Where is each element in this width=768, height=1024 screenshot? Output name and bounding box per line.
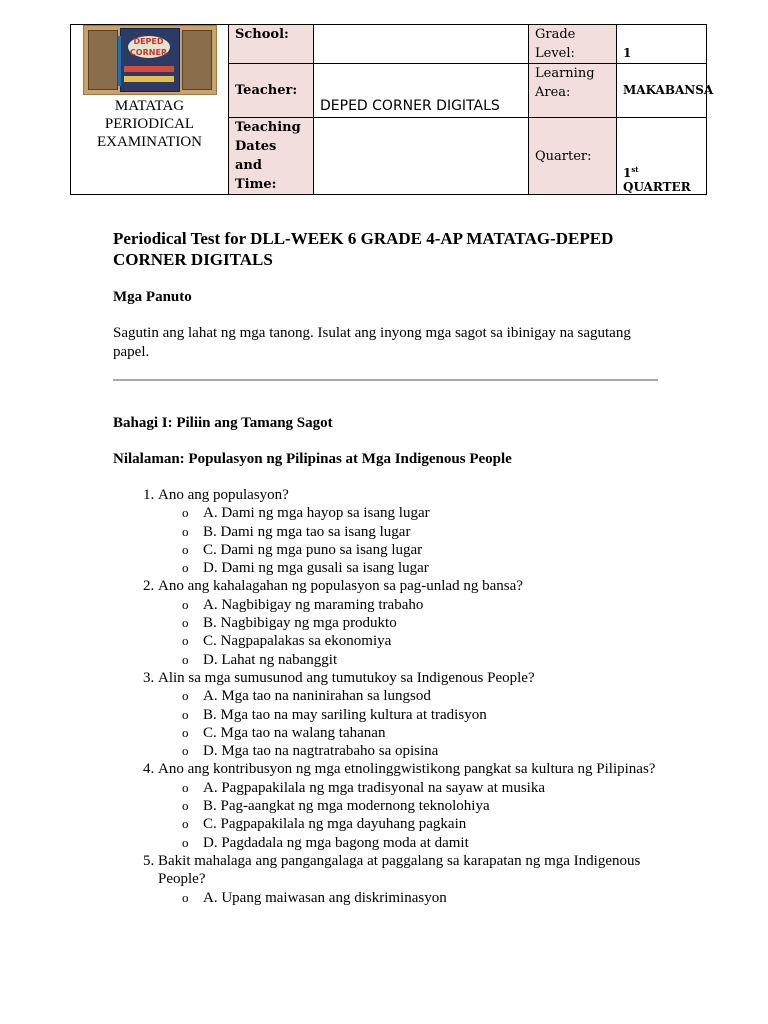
quarter-number: 1 xyxy=(623,166,632,180)
option-list xyxy=(158,687,658,760)
topic-heading: Nilalaman: Populasyon ng Pilipinas at Mga Indigenous People xyxy=(113,451,512,467)
question-text: Ano ang kahalagahan ng populasyon sa pag-unlad ng bansa? xyxy=(158,578,523,595)
option-item[interactable]: o A. Dami ng mga hayop sa isang lugar xyxy=(182,504,658,522)
option-item[interactable]: o D. Dami ng mga gusali sa isang lugar xyxy=(182,559,658,577)
teacher-label: Teacher: xyxy=(229,64,314,118)
question-item xyxy=(158,486,658,577)
document-body xyxy=(113,228,658,907)
logo-cell xyxy=(71,25,229,195)
instructions-heading: Mga Panuto xyxy=(113,289,192,305)
option-item[interactable]: o C. Dami ng mga puno sa isang lugar xyxy=(182,541,658,559)
teaching-dates-field[interactable] xyxy=(314,118,529,195)
question-text: Ano ang kontribusyon ng mga etnolinggwistikong pangkat sa kultura ng Pilipinas? xyxy=(158,761,656,778)
option-item[interactable]: o D. Mga tao na nagtratrabaho sa opisina xyxy=(182,742,658,760)
question-item xyxy=(158,760,658,851)
option-item[interactable]: o A. Mga tao na naninirahan sa lungsod xyxy=(182,687,658,705)
question-text: Alin sa mga sumusunod ang tumutukoy sa Indigenous People? xyxy=(158,669,535,686)
grade-level-value: 1 xyxy=(617,25,707,64)
learning-area-value: MAKABANSA xyxy=(617,64,707,118)
option-item[interactable]: o B. Dami ng mga tao sa isang lugar xyxy=(182,523,658,541)
question-text: Bakit mahalaga ang pangangalaga at paggalang sa karapatan ng mga Indigenous People? xyxy=(158,852,641,888)
teacher-field[interactable]: DEPED CORNER DIGITALS xyxy=(314,64,529,118)
header-table xyxy=(70,24,714,195)
school-label: School: xyxy=(229,25,314,64)
question-item xyxy=(158,852,658,907)
option-item[interactable]: o B. Nagbibigay ng mga produkto xyxy=(182,614,658,632)
logo-badge-text: DEPED CORNER xyxy=(128,36,170,58)
question-text: Ano ang populasyon? xyxy=(158,487,289,503)
school-field[interactable] xyxy=(314,25,529,64)
learning-area-label: Learning Area: xyxy=(529,64,617,118)
quarter-suffix: st xyxy=(631,165,639,174)
question-list xyxy=(113,486,658,907)
option-item[interactable]: o B. Pag-aangkat ng mga modernong teknolohiya xyxy=(182,797,658,815)
option-item[interactable]: o B. Mga tao na may sariling kultura at tradisyon xyxy=(182,706,658,724)
option-item[interactable]: o C. Mga tao na walang tahanan xyxy=(182,724,658,742)
exam-title: MATATAG PERIODICAL EXAMINATION xyxy=(97,98,202,150)
option-item[interactable]: o C. Pagpapakilala ng mga dayuhang pagkain xyxy=(182,815,658,833)
option-list xyxy=(158,779,658,852)
option-item[interactable]: o D. Pagdadala ng mga bagong moda at damit xyxy=(182,834,658,852)
option-item[interactable]: o C. Nagpapalakas sa ekonomiya xyxy=(182,632,658,650)
instructions-text: Sagutin ang lahat ng mga tanong. Isulat ang inyong mga sagot sa ibinigay na sagutang papel. xyxy=(113,325,631,360)
quarter-value xyxy=(617,118,707,195)
option-item[interactable]: o A. Pagpapakilala ng mga tradisyonal na sayaw at musika xyxy=(182,779,658,797)
teaching-dates-label: Teaching Dates and Time: xyxy=(229,118,314,195)
option-list xyxy=(158,596,658,669)
quarter-label: Quarter: xyxy=(529,118,617,195)
question-item xyxy=(158,669,658,760)
option-item[interactable]: o A. Upang maiwasan ang diskriminasyon xyxy=(182,889,658,907)
option-item[interactable]: o A. Nagbibigay ng maraming trabaho xyxy=(182,596,658,614)
option-list xyxy=(158,889,658,907)
document-title: Periodical Test for DLL-WEEK 6 GRADE 4-AP MATATAG-DEPED CORNER DIGITALS xyxy=(113,229,614,269)
option-list xyxy=(158,504,658,577)
quarter-word: QUARTER xyxy=(623,180,691,194)
section-divider xyxy=(113,379,658,381)
deped-corner-logo xyxy=(83,25,217,95)
question-item xyxy=(158,577,658,668)
part-heading: Bahagi I: Piliin ang Tamang Sagot xyxy=(113,415,333,431)
option-item[interactable]: o D. Lahat ng nabanggit xyxy=(182,651,658,669)
grade-level-label: Grade Level: xyxy=(529,25,617,64)
